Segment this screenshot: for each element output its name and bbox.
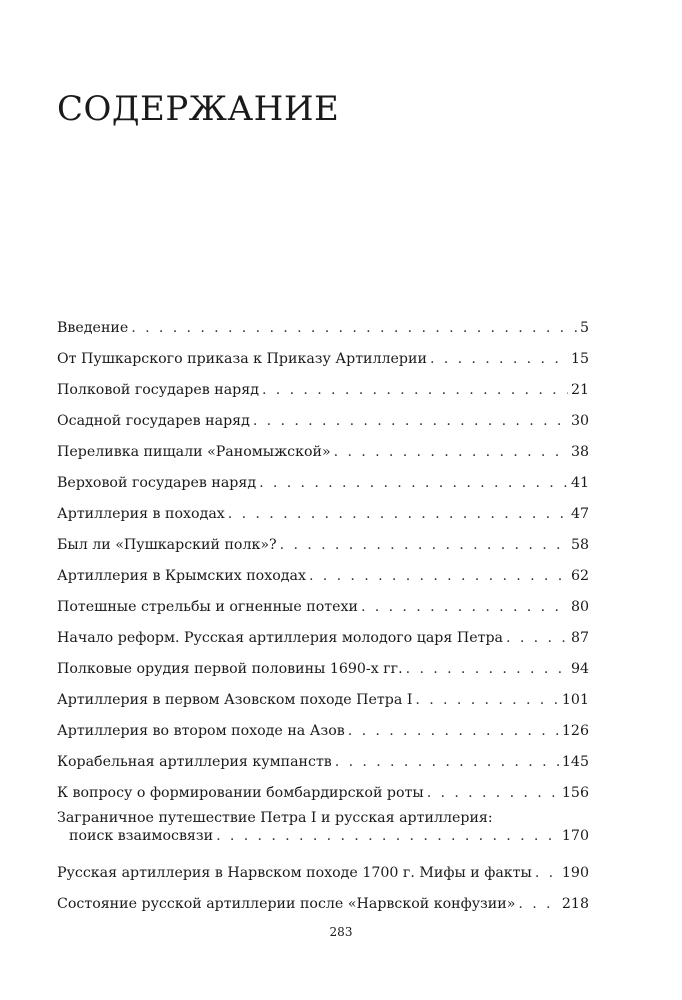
toc-entry-page: 94: [568, 659, 589, 679]
toc-entry-title: Переливка пищали «Раномыжской»: [57, 442, 334, 462]
toc-entry-page: 190: [559, 863, 589, 883]
leader-dots: [361, 597, 568, 617]
toc-entry[interactable]: [57, 653, 589, 684]
toc-entry-page: 41: [568, 473, 589, 493]
leader-dots: [430, 349, 568, 369]
toc-entry-page: 38: [568, 442, 589, 462]
toc-entry-title: Корабельная артиллерия кумпанств: [57, 752, 335, 772]
toc-entry-title: Артиллерия во втором походе на Азов: [57, 721, 348, 741]
toc-entry-page: 101: [559, 690, 589, 710]
toc-entry[interactable]: [57, 312, 589, 343]
leader-dots: [259, 473, 568, 493]
toc-entry-title: Введение: [57, 318, 131, 338]
toc-entry-title: Потешные стрельбы и огненные потехи: [57, 597, 361, 617]
toc-entry[interactable]: [57, 746, 589, 777]
leader-dots: [262, 380, 568, 400]
toc-entry[interactable]: [57, 343, 589, 374]
toc-entry-title-line1: Заграничное путешествие Петра I и русская артиллерия:: [57, 808, 496, 828]
leader-dots: [309, 566, 568, 586]
toc-entry-title: Артиллерия в походах: [57, 504, 228, 524]
toc-entry[interactable]: [57, 467, 589, 498]
page-number: 283: [329, 925, 353, 939]
toc-entry[interactable]: [57, 857, 589, 888]
toc-entry-title: Состояние русской артиллерии после «Нарвской конфузии»: [57, 894, 518, 914]
toc-entry-title: Начало реформ. Русская артиллерия молодого царя Петра: [57, 628, 506, 648]
toc-entry[interactable]: [57, 498, 589, 529]
toc-entry-title: Полковые орудия первой половины 1690-х гг.: [57, 659, 406, 679]
toc-entry-title: поиск взаимосвязи: [69, 826, 216, 846]
leader-dots: [348, 721, 559, 741]
toc-entry-page: 80: [568, 597, 589, 617]
toc-entry-page: 87: [568, 628, 589, 648]
toc-entry-title: Был ли «Пушкарский полк»?: [57, 535, 280, 555]
leader-dots: [131, 318, 577, 338]
leader-dots: [415, 690, 558, 710]
leader-dots: [506, 628, 568, 648]
toc-entry[interactable]: [57, 777, 589, 808]
toc-entry-title: Русская артиллерия в Нарвском походе 1700 г. Мифы и факты: [57, 863, 535, 883]
toc-entry-title: Артиллерия в первом Азовском походе Петра I: [57, 690, 415, 710]
toc-entry-title: К вопросу о формировании бомбардирской роты: [57, 783, 427, 803]
toc-entry-title: Осадной государев наряд: [57, 411, 253, 431]
leader-dots: [280, 535, 568, 555]
leader-dots: [334, 442, 568, 462]
toc-entry-page: 170: [559, 826, 589, 846]
toc-entry[interactable]: [57, 888, 589, 919]
toc-entry-page: 126: [559, 721, 589, 741]
toc-entry-title: Полковой государев наряд: [57, 380, 262, 400]
toc-entry[interactable]: [57, 405, 589, 436]
leader-dots: [406, 659, 568, 679]
leader-dots: [228, 504, 568, 524]
leader-dots: [335, 752, 559, 772]
page-title: СОДЕРЖАНИЕ: [57, 89, 340, 129]
toc-entry-title: Артиллерия в Крымских походах: [57, 566, 309, 586]
toc-entry-page: 218: [559, 894, 589, 914]
toc-entry-page: 15: [568, 349, 589, 369]
leader-dots: [216, 826, 559, 846]
table-of-contents: [57, 312, 589, 919]
toc-entry[interactable]: [57, 591, 589, 622]
toc-entry[interactable]: [57, 808, 589, 857]
toc-entry-title: Верховой государев наряд: [57, 473, 259, 493]
toc-entry[interactable]: [57, 529, 589, 560]
toc-entry-page: 5: [577, 318, 589, 338]
toc-entry[interactable]: [57, 436, 589, 467]
toc-entry[interactable]: [57, 684, 589, 715]
toc-entry-page: 58: [568, 535, 589, 555]
leader-dots: [518, 894, 559, 914]
toc-entry-title: От Пушкарского приказа к Приказу Артиллерии: [57, 349, 430, 369]
toc-entry[interactable]: [57, 374, 589, 405]
toc-entry-page: 145: [559, 752, 589, 772]
leader-dots: [253, 411, 568, 431]
toc-entry-page: 30: [568, 411, 589, 431]
toc-entry[interactable]: [57, 715, 589, 746]
toc-entry[interactable]: [57, 622, 589, 653]
toc-entry-page: 156: [559, 783, 589, 803]
toc-entry-page: 47: [568, 504, 589, 524]
toc-entry-page: 62: [568, 566, 589, 586]
toc-entry[interactable]: [57, 560, 589, 591]
leader-dots: [427, 783, 559, 803]
leader-dots: [535, 863, 559, 883]
toc-entry-page: 21: [568, 380, 589, 400]
